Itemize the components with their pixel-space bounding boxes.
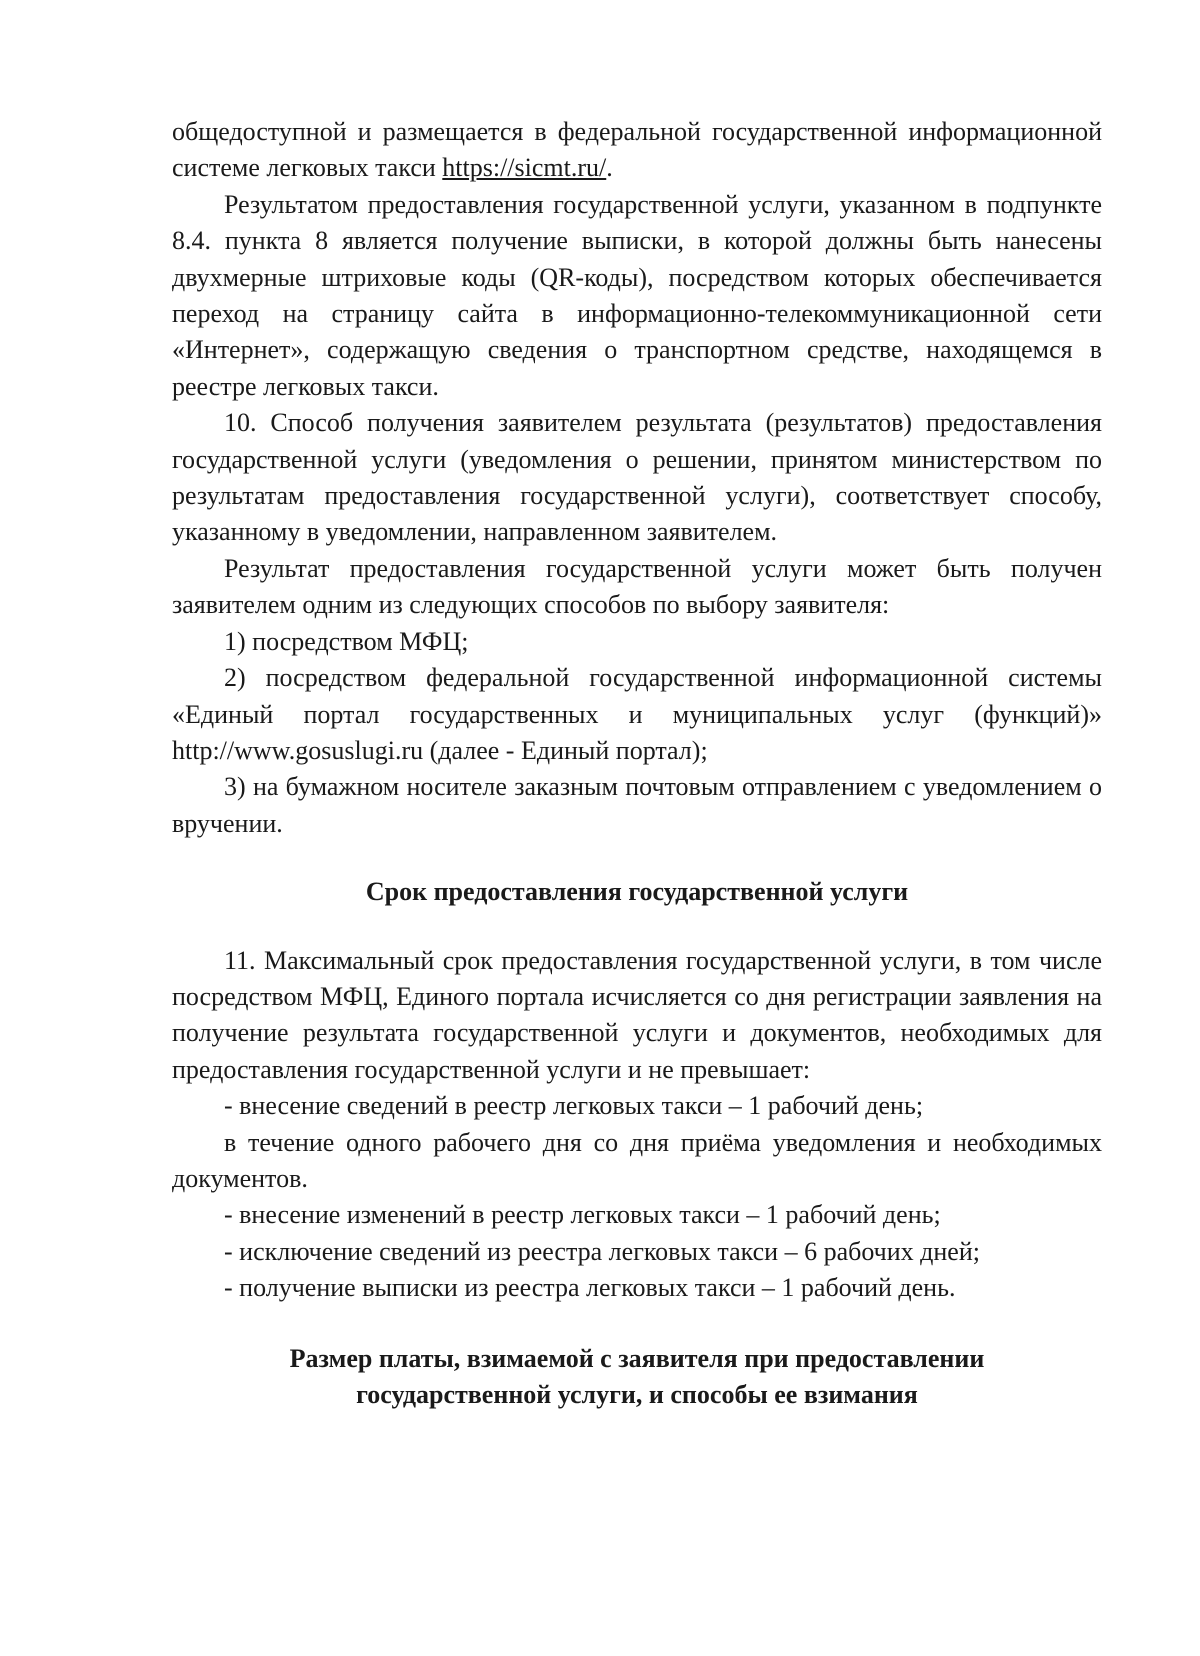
paragraph-result-extract: Результатом предоставления государственной услуги, указанном в подпункте 8.4. пункта 8 является получение выписки, в которой должны быть нанесены двухмерные штриховые коды (QR-коды), посредством которых обеспечивается переход на страницу сайта в информационно-телекоммуникационной сети «Интернет», содержащую сведения о транспортном средстве, находящемся в реестре легковых такси.: [172, 189, 1102, 401]
section-heading-term: [172, 874, 1102, 910]
list-item-extract: - получение выписки из реестра легковых такси – 1 рабочий день.: [224, 1273, 956, 1303]
list-item-mail: 3) на бумажном носителе заказным почтовым отправлением с уведомлением о вручении.: [172, 772, 1102, 838]
paragraph-text: общедоступной и размещается в федеральной государственной информационной системе легковых такси: [172, 117, 1102, 183]
paragraph-end: .: [606, 153, 613, 183]
paragraph-11: 11. Максимальный срок предоставления государственной услуги, в том числе посредством МФЦ, Единого портала исчисляется со дня регистрации заявления на получение результата государственной услуги и документов, необходимых для предоставления государственной услуги и не превышает:: [172, 945, 1102, 1084]
list-item-changes: - внесение изменений в реестр легковых такси – 1 рабочий день;: [224, 1200, 941, 1230]
section-heading-fee: [172, 1341, 1102, 1414]
paragraph-result-methods: Результат предоставления государственной услуги может быть получен заявителем одним из следующих способов по выбору заявителя:: [172, 553, 1102, 620]
list-item-exclusion: - исключение сведений из реестра легковых такси – 6 рабочих дней;: [224, 1236, 980, 1266]
heading-text: Срок предоставления государственной услуги: [365, 877, 909, 907]
paragraph-10: 10. Способ получения заявителем результата (результатов) предоставления государственной услуги (уведомления о решении, принятом министерством по результатам предоставления государственной услуги), соответствует способу, указанному в уведомлении, направленном заявителем.: [172, 408, 1102, 547]
document-page: [172, 114, 1102, 1413]
list-item-portal: 2) посредством федеральной государственной информационной системы «Единый портал государственных и муниципальных услуг (функций)» http://www.gosuslugi.ru (далее - Единый портал);: [172, 663, 1102, 765]
list-item-entry: - внесение сведений в реестр легковых такси – 1 рабочий день;: [224, 1091, 924, 1121]
heading-line-2: государственной услуги, и способы ее взимания: [356, 1380, 918, 1409]
heading-line-1: Размер платы, взимаемой с заявителя при предоставлении: [289, 1343, 985, 1373]
paragraph-within-day: в течение одного рабочего дня со дня приёма уведомления и необходимых документов.: [172, 1127, 1102, 1193]
paragraph-continuation: [172, 114, 1102, 187]
list-item-mfc: 1) посредством МФЦ;: [224, 626, 469, 656]
sicmt-link[interactable]: https://sicmt.ru/: [442, 153, 607, 183]
